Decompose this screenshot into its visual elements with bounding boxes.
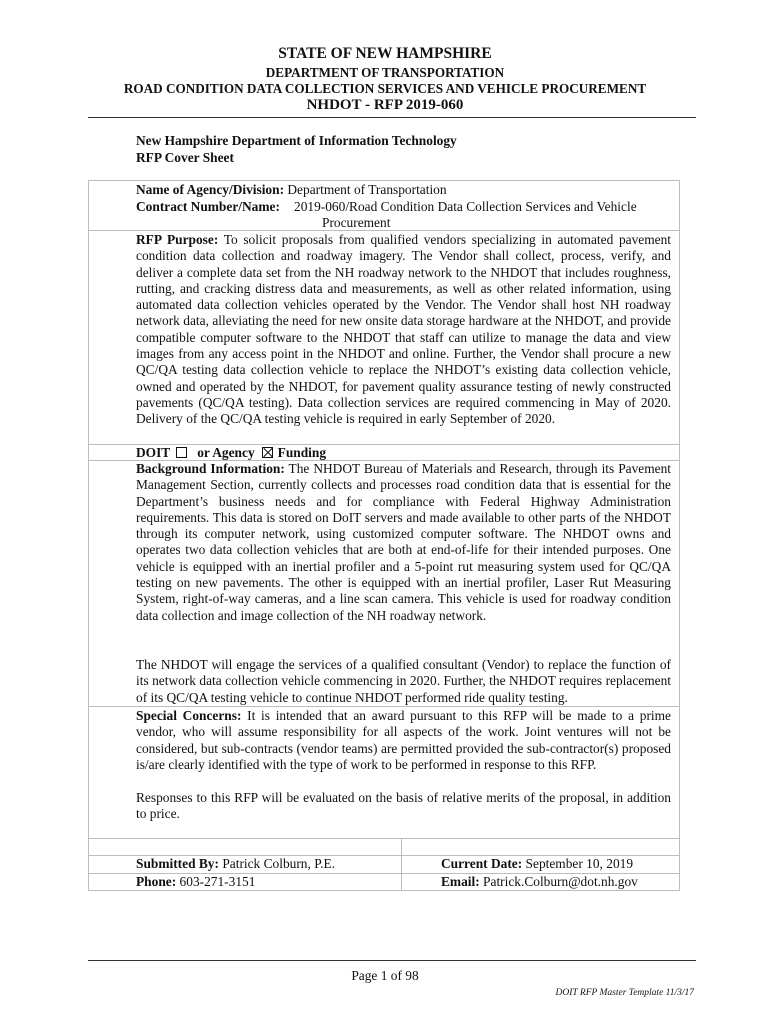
header-divider <box>88 117 696 118</box>
rfp-number: NHDOT - RFP 2019-060 <box>306 97 464 113</box>
doit-checkbox[interactable] <box>176 447 187 458</box>
footer-divider <box>88 960 696 961</box>
current-date-value: September 10, 2019 <box>525 856 634 871</box>
phone-row <box>136 874 255 890</box>
rfp-purpose-label: RFP Purpose: <box>136 232 219 247</box>
contract-value: 2019-060/Road Condition Data Collection Services and Vehicle <box>294 199 637 214</box>
email-label: Email: <box>441 874 480 889</box>
special-concerns-text: It is intended that an award pursuant to this RFP will be made to a prime vendor, who will assume responsibility for all aspects of the work. Joint ventures will not be considered, but sub-contracts (vendor teams) are permitted provided the sub-contractor(s) proposed is/are clearly identified with the type of work to be performed in response to this RFP. <box>136 708 671 772</box>
current-date-label: Current Date: <box>441 856 523 871</box>
contract-row <box>136 199 280 215</box>
table-divider <box>88 706 680 707</box>
background-label: Background Information: <box>136 461 285 476</box>
doit-label: DOIT <box>136 445 171 460</box>
agency-value: Department of Transportation <box>287 182 447 197</box>
intro-department: New Hampshire Department of Information Technology <box>136 133 457 148</box>
table-divider <box>88 838 680 839</box>
department-name: DEPARTMENT OF TRANSPORTATION <box>265 65 505 80</box>
project-title: ROAD CONDITION DATA COLLECTION SERVICES AND VEHICLE PROCUREMENT <box>123 81 647 96</box>
current-date-row <box>441 856 633 872</box>
rfp-purpose <box>136 232 671 428</box>
agency-checkbox[interactable] <box>262 447 273 458</box>
agency-label: Name of Agency/Division: <box>136 182 285 197</box>
agency-funding-label: or Agency <box>197 445 255 460</box>
special-concerns <box>136 708 671 773</box>
submitted-by-row <box>136 856 335 872</box>
background-information <box>136 461 671 624</box>
table-column-divider <box>401 838 402 891</box>
phone-value: 603-271-3151 <box>179 874 256 889</box>
funding-label: Funding <box>277 445 327 460</box>
page-number: Page 1 of 98 <box>351 968 419 983</box>
submitted-by-label: Submitted By: <box>136 856 219 871</box>
document-title: STATE OF NEW HAMPSHIRE <box>278 45 492 62</box>
evaluation-note: Responses to this RFP will be evaluated on the basis of relative merits of the proposal, in addition to price. <box>136 790 671 822</box>
email-row <box>441 874 638 890</box>
rfp-purpose-text: To solicit proposals from qualified vendors specializing in automated pavement condition data collection and roadway imagery. The Vendor shall collect, process, verify, and deliver a complete data set from the NH roadway network to the NHDOT that includes roughness, rutting, and cracking distress data and measurements, as well as other related information, using automated data collection vehicles operated by the Vendor. The Vendor shall host NH roadway network data, alleviating the need for new onsite data storage hardware at the NHDOT, and provide compatible computer software to the NHDOT that staff can utilize to manage the data and view images from any access point in the NHDOT and online. Further, the Vendor shall procure a new QC/QA testing data collection vehicle to replace the NHDOT’s existing data collection vehicle, owned and operated by the NHDOT, for pavement quality assurance testing of newly constructed pavements (QC/QA testing). Data collection services are required commencing in May of 2020. Delivery of the QC/QA testing vehicle is required in early September of 2020. <box>136 232 671 427</box>
contract-value-cont: Procurement <box>322 215 391 230</box>
phone-label: Phone: <box>136 874 177 889</box>
agency-row <box>136 182 447 198</box>
template-version: DOIT RFP Master Template 11/3/17 <box>555 988 694 998</box>
special-concerns-label: Special Concerns: <box>136 708 242 723</box>
intro-cover-sheet: RFP Cover Sheet <box>136 150 234 165</box>
background-text: The NHDOT Bureau of Materials and Research, through its Pavement Management Section, currently collects and processes road condition data that is essential for the Department’s business needs and for compliance with Federal Highway Administration requirements. This data is stored on DoIT servers and made available to other parts of the NHDOT through its computer network, using customized computer software. The NHDOT owns and operates two data collection vehicles that are both at end-of-life for their intended purposes. One vehicle is equipped with an inertial profiler and a 5-point rut measuring system used for QC/QA testing on new pavements. The other is equipped with an inertial profiler, Laser Rut Measuring System, right-of-way cameras, and a line scan camera. This vehicle is used for roadway condition data collection and image collection of the NH roadway network. <box>136 461 671 623</box>
funding-row <box>136 445 326 461</box>
background-text-2: The NHDOT will engage the services of a qualified consultant (Vendor) to replace the function of its network data collection vehicle commencing in 2020. Further, the NHDOT requires replacement of its QC/QA testing vehicle to continue NHDOT performed ride quality testing. <box>136 657 671 705</box>
submitted-by-value: Patrick Colburn, P.E. <box>222 856 336 871</box>
contract-label: Contract Number/Name: <box>136 199 280 214</box>
email-value[interactable]: Patrick.Colburn@dot.nh.gov <box>483 874 638 889</box>
